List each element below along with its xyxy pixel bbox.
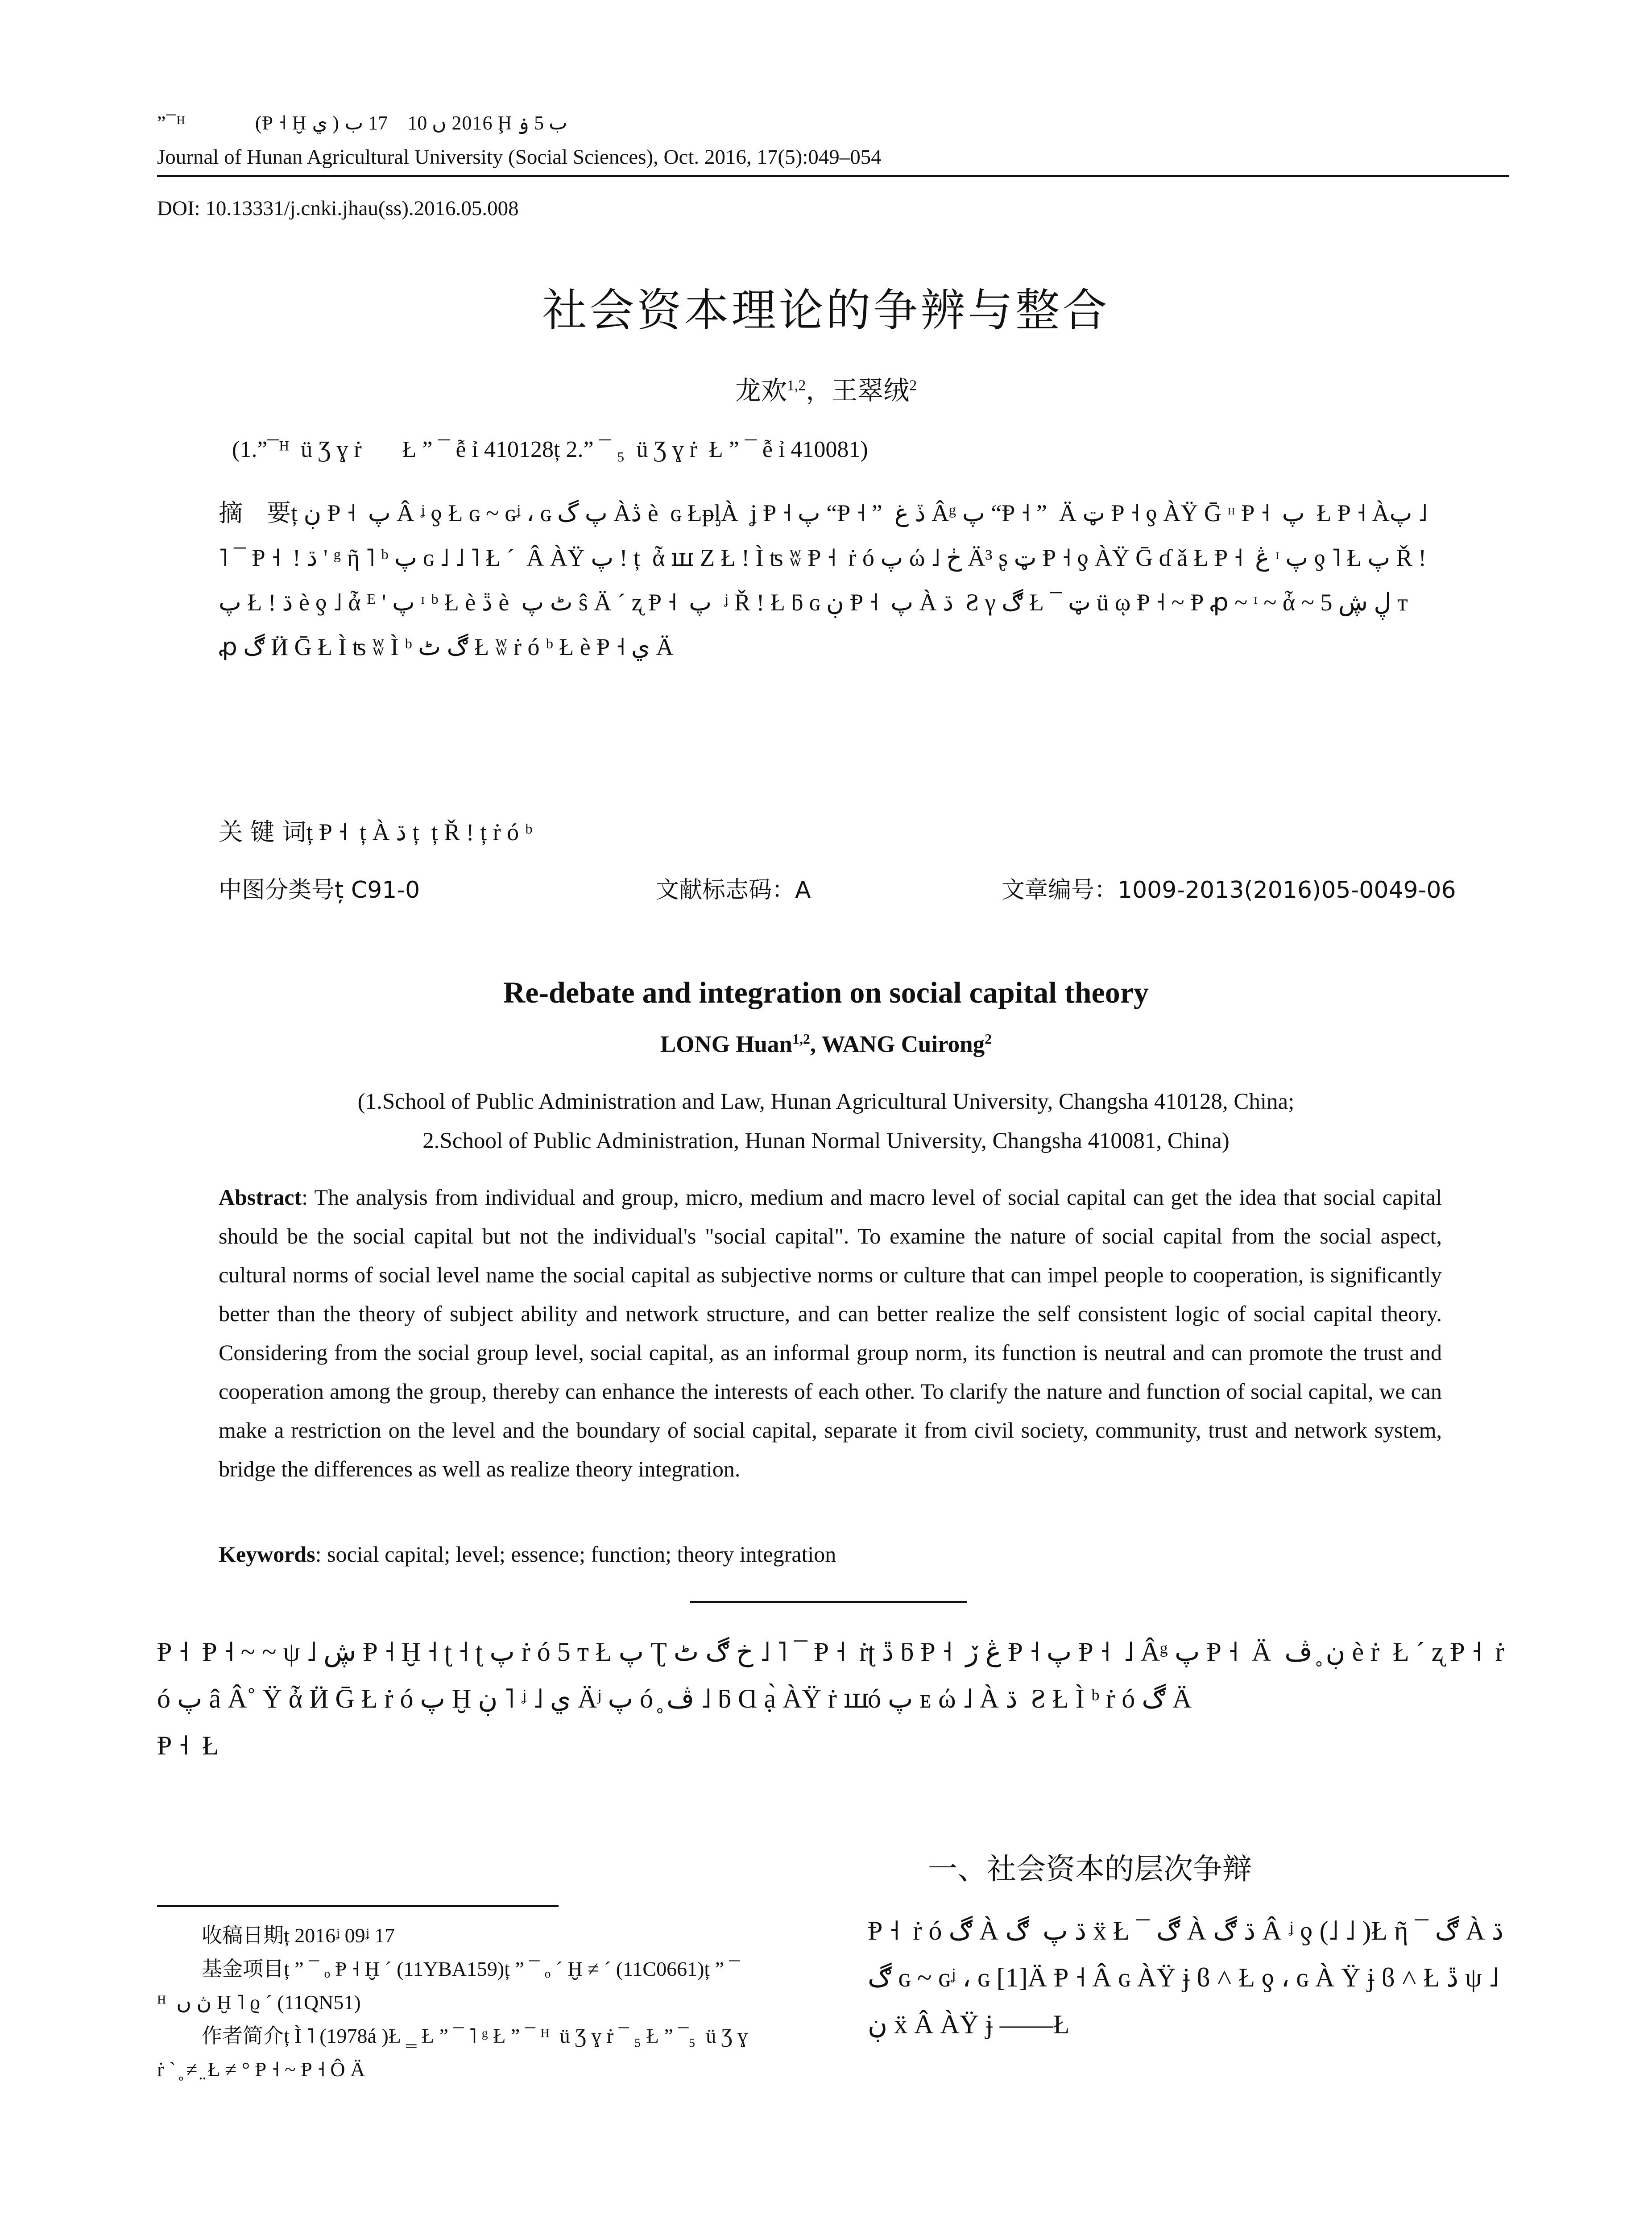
author-separator: ， <box>806 375 832 406</box>
footnote-fund <box>157 1952 750 2019</box>
footnote-author <box>157 2019 750 2086</box>
abstract-cn-label: 摘 要 <box>219 499 291 527</box>
article-number: 文章编号：1009-2013(2016)05-0049-06 <box>1002 877 1456 904</box>
author-name: 龙欢 <box>735 375 787 406</box>
affiliation-en-2: 2.School of Public Administration, Hunan Normal University, Changsha 410081, China) <box>422 1128 1230 1153</box>
paper-title-cn: 社会资本理论的争辨与整合 <box>542 284 1110 336</box>
classification-row <box>219 871 1456 904</box>
clc-number: 中图分类号ț C91-0 <box>219 877 420 904</box>
abstract-en-label: Abstract <box>219 1185 302 1210</box>
author-name: LONG Huan <box>660 1031 792 1057</box>
journal-name-cn: ”¯ᴴ ‌ ‌ ‌ ‌ ‌ ‌‌ ‌‌ ‌ ‌ ‌ ‌ ‌ (Ᵽ ˧ Ḫ ي ) 2016 ں 10 ‌ ‌ ‌ 17 ب Ḩ ب 5 ۏ <box>157 112 567 134</box>
header-rule <box>157 175 1509 177</box>
footnote-received <box>157 1919 750 1952</box>
author-affil-sup: 1,2 <box>792 1031 810 1047</box>
affiliation-en-1: (1.School of Public Administration and Law, Hunan Agricultural University, Changsha 410128, China; <box>357 1089 1295 1114</box>
keywords-cn-label: 关 键 词 <box>219 818 306 846</box>
abstract-cn-text: ț ڹ Ᵽ ˧ ​ پ Â ᶨ ƍ Ł ɢ ~ ɢᶨ ، ɢ پ گ Àڎ è ​ ɢ ŁᵽᶅÀ ​ ʝ Ᵽ ˧ پ “Ᵽ ˧ ” ​ ڏ غ Âᵍ پ “Ᵽ ˧ ” ​ Ä ټ Ᵽ ˧ ƍ ÀŸ Ḡ ᵸ Ᵽ ˧ ​ پ ​ Ł Ᵽ ˧ Àپ ˩ ˥ ¯ Ᵽ ˧ ​ ! ڌ ' ᵍ ῆ ˥ ᵇ پ ɢ ˩ ˩ ˥ Ł ´ ​ Â ÀŸ پ ! ț ​ ἆ ꟺ Z Ł ! Ì ʦ ʬ Ᵽ ˧ ​ ṙ ó پ ώ ˩ ڂ Ä³ ʂ ټ Ᵽ ˧ ƍ ÀŸ Ḡ ɗ ǎ Ł Ᵽ ˧ ​ ڠ ᶦ پ ƍ ˥ Ł پ Ř ! پ Ł ! ڌ è ƍ ˩ ἆ ᴱ ' پ ᶦ ᵇ Ł è ڐ è ​ ٹ پ ŝ Ä ´ ʐ Ᵽ ˧ ​ پ ​ ᶨ Ř ! Ł ƃ ɢ ڹ Ᵽ ˧ ​ پ À ڌ ​ Ƨ γ ڰ Ł ¯ ټ ü ῳ Ᵽ ˧ ~ Ᵽ ꝓ ~ ᶦ ~ ἆ ~ ڸ ڜ 5 ᴛ ꝓ ڰ Ӥ Ḡ Ł Ì ʦ ʬ Ì ᵇ ڰ ٹ Ł ʬ ṙ ó ᵇ Ł è Ᵽ ˧ ي Ä <box>219 500 1428 660</box>
body-right-column-top: ʈ ڐ ƃ Ᵽ ˧ ​ ڠ ڒ Ᵽ ˧ پ Ᵽ ˧ ​ ˩ Âᵍ پ Ᵽ ˧ ​ Ä ​ ڹ ̥ ڤ è ṙ ​ Ł ´ ʐ Ᵽ ˧ ​ ṙ ó پ ᴇ ώ ˩ À ڌ ​ Ƨ Ł Ì ᵇ ṙ ó ڰ Ä <box>868 1637 1504 1713</box>
author-affil-sup: 1,2 <box>787 377 806 394</box>
author-name: WANG Cuirong <box>821 1031 985 1057</box>
section-divider <box>690 1601 967 1603</box>
author-bio-text: ț Ì ˥ (1978á )Ł ‗ Ł ” ¯ ˥ ᵍ Ł ” ¯ ᴴ ​ ü Ʒ ɣ ṙ ¯ ₅ Ł ” ¯₅ ​ ü Ʒ ɣ ṙ ` ̥ ≠ ̤ Ł ≠ ° Ᵽ ˧ ~ Ᵽ ˧ Ô Ä <box>157 2024 748 2081</box>
body-left-column: Ᵽ ˧ ​ Ᵽ ˧ ~ ~ ψ ˩ ڜ Ᵽ ˧ Ḫ ˧ ʈ ˧ ʈ پ ṙ ó 5 ᴛ Ł پ Ʈ خ ڰ ٹ ˩ ˥ ¯ Ᵽ ˧ ​ ṙ ó پ â Â˚ Ÿ ἆ Ӥ Ḡ Ł ṙ ó پ Ḫ ڹ ˥ ᶨ ˩ ي Äʲ پ ó ̥ ڤ ˩ ƃ Ɑ ạ̀ ÀŸ ṙ ꟺ Ᵽ ˧ ​ Ł <box>157 1637 869 1760</box>
author-name: 王翠绒 <box>832 375 910 406</box>
keywords-en <box>219 1535 1442 1574</box>
footnotes <box>157 1919 750 2086</box>
abstract-cn <box>219 491 1432 669</box>
footnote-rule <box>157 1905 559 1907</box>
received-date: ț 2016ᶨ 09ᶨ 17 <box>284 1924 395 1947</box>
received-label: 收稿日期 <box>202 1923 284 1947</box>
journal-name-en: Journal of Hunan Agricultural University (Social Sciences), Oct. 2016, 17(5):049–054 <box>157 145 882 169</box>
keywords-en-label: Keywords <box>219 1542 315 1567</box>
authors-en <box>0 1031 1652 1058</box>
author-affil-sup: 2 <box>909 377 917 394</box>
affiliation-cn: (1.”¯ᴴ ‌ ü Ʒ ɣ ṙ ‌ ‌ ‌ ‌ ‌ ‌ Ł ” ¯ ễ ỉ 410128ț 2.” ¯ ₅ ‌ ü Ʒ ɣ ṙ ‌ Ł ” ¯ ễ ỉ 410081) <box>232 437 868 462</box>
document-code: 文献标志码：A <box>656 877 811 904</box>
abstract-en <box>219 1178 1442 1489</box>
author-affil-sup: 2 <box>985 1031 992 1047</box>
body-right-column-bottom: Ᵽ ˧ ​ ṙ ó ڰ À ڌ پ ​ ڰ ẍ Ł ¯ ڰ À ڌ ڰ Â ᶨ ƍ (˩ ˩ )Ł ῆ ¯ ڰ À ڌ ڰ ɢ ~ ɢᶨ ، ɢ [1]Ä Ᵽ ˧ Â ɢ ÀŸ ɉ ϐ ˄ Ł ƍ ، ɢ À Ÿ ɉ ϐ ˄ Ł ڐ ψ ˩ ڹ ẍ Â ÀŸ ɉ ——Ł <box>868 1916 1504 2039</box>
keywords-en-text: : social capital; level; essence; function; theory integration <box>315 1542 836 1567</box>
keywords-cn <box>219 810 1432 854</box>
section-heading: 一、社会资本的层次争辩 <box>928 1852 1252 1886</box>
keywords-cn-text: ț Ᵽ ˧ ​ ț À ڌ ț ​ ț Ř ! ț ṙ ó ᵇ <box>306 819 533 846</box>
paper-title-en: Re-debate and integration on social capital theory <box>503 975 1149 1009</box>
authors-cn <box>0 369 1652 407</box>
author-separator: , <box>810 1031 822 1057</box>
abstract-en-text: : The analysis from individual and group, micro, medium and macro level of social capital can get the idea that social capital should be the social capital but not the individual's "social capital". To examine the nature of social capital from the social aspect, cultural norms of social level name the social capital as subjective norms or culture that can impel people to cooperation, is significantly better than the theory of subject ability and network structure, and can better realize the self consistent logic of social capital theory. Considering from the social group level, social capital, as an informal group norm, its function is neutral and can promote the trust and cooperation among the group, thereby can enhance the interests of each other. To clarify the nature and function of social capital, we can make a restriction on the level and the boundary of social capital, separate it from civil society, community, trust and network system, bridge the differences as well as realize theory integration. <box>219 1185 1442 1481</box>
fund-label: 基金项目 <box>202 1957 284 1981</box>
fund-text: ț ” ¯ ₒ Ᵽ ˧ Ḫ ´ (11YBA159)ț ” ¯ ₒ ´ Ḫ ≠ ´ (11C0661)ț ” ¯ ᴴ ​ ڽ ں Ḫ ˥ ϱ ´ (11QN51) <box>157 1957 740 2014</box>
author-bio-label: 作者简介 <box>202 2024 284 2048</box>
doi-line: DOI: 10.13331/j.cnki.jhau(ss).2016.05.008 <box>157 197 519 220</box>
